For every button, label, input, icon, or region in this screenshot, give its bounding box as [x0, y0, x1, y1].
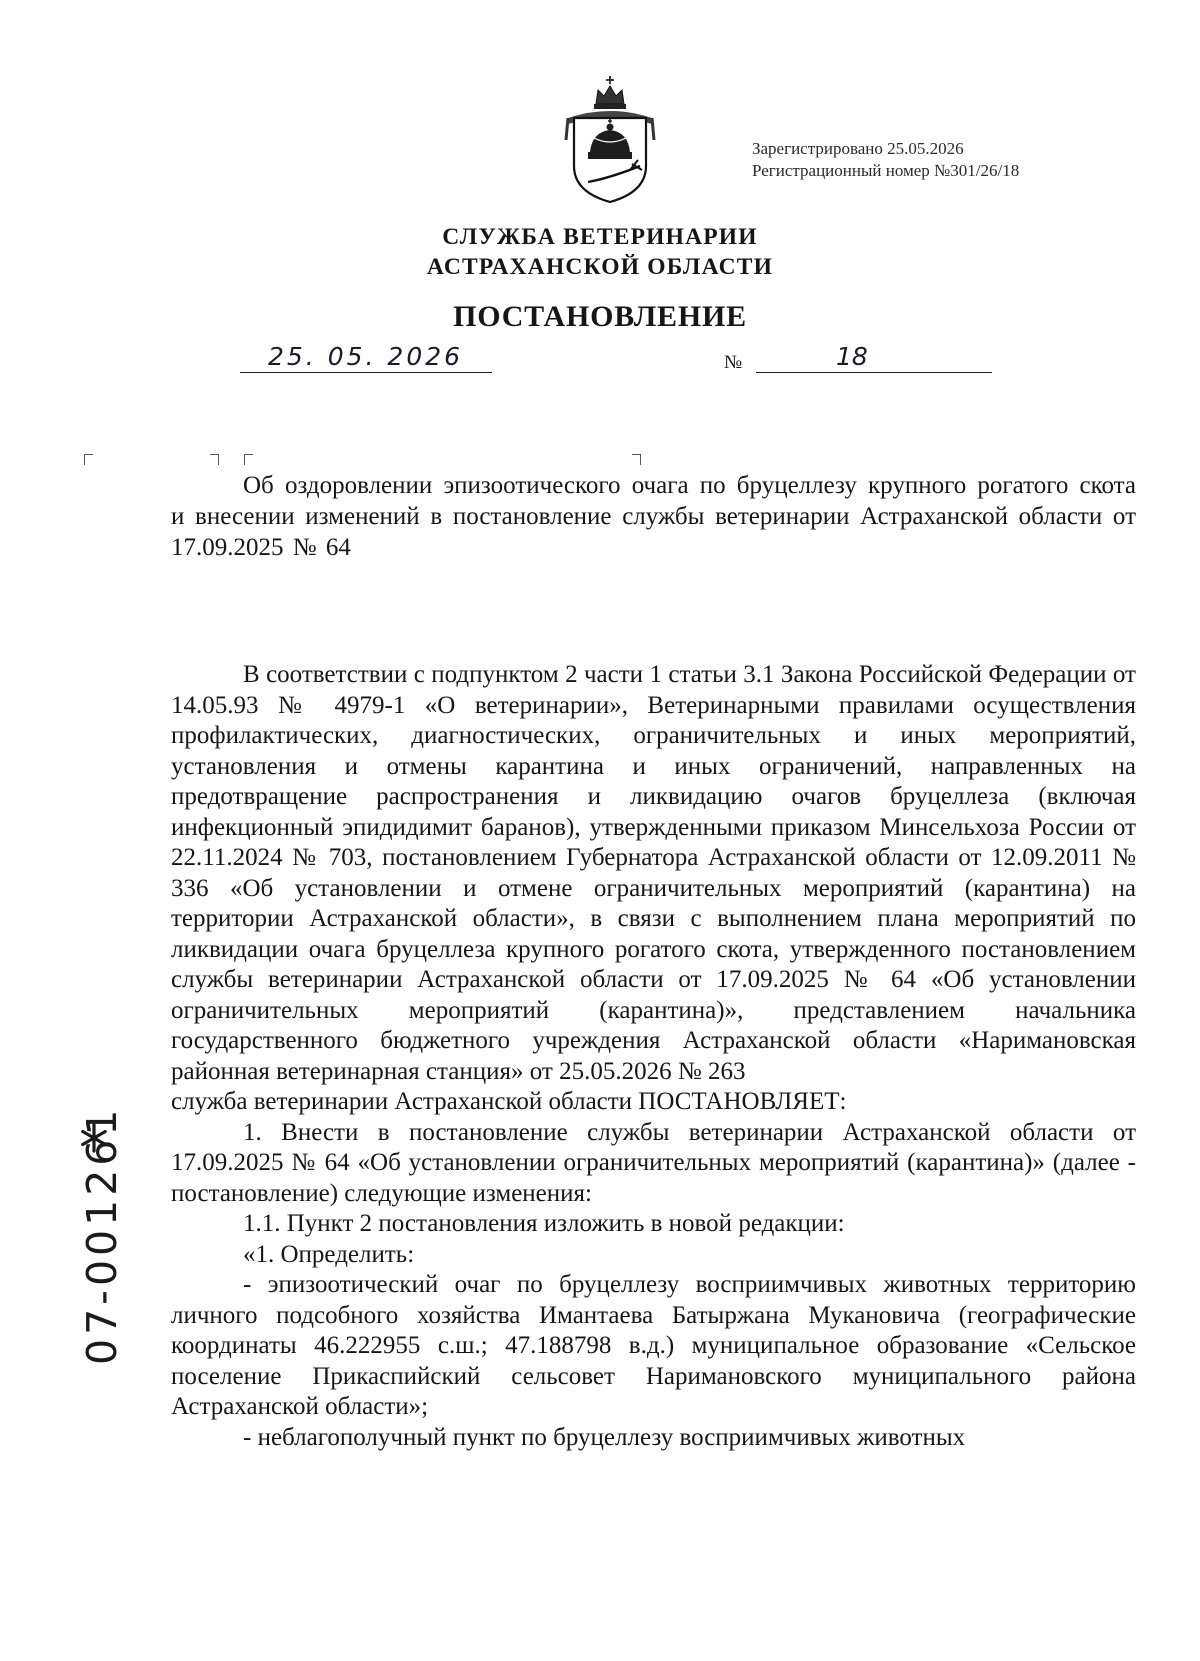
- document-number-label: №: [724, 352, 743, 373]
- side-registration-number: 07-001261: [78, 1105, 126, 1365]
- dash-item-1: - эпизоотический очаг по бруцеллезу восприимчивых животных территорию личного подсобного хозяйства Имантаева Батыржана Мукановича (географические координаты 46.222955 с.ш.; 47.188798 в.д.) муниципальное образование «Сельское поселение Прикаспийский сельсовет Наримановского муниципального района Астраханской области»;: [171, 1271, 1136, 1420]
- preamble-paragraph: В соответствии с подпунктом 2 части 1 статьи 3.1 Закона Российской Федерации от 14.05.93 № 4979-1 «О ветеринарии», Ветеринарными правилами осуществления профилактических, диагностических, ограничительных и иных мероприятий, установления и отмены карантина и иных ограничений, направленных на предотвращение распространения и ликвидацию очагов бруцеллеза (включая инфекционный эпидидимит баранов), утвержденными приказом Минсельхоза России от 22.11.2024 № 703, постановлением Губернатора Астраханской области от 12.09.2011 № 336 «Об установлении и отмене ограничительных мероприятий (карантина) на территории Астраханской области», в связи с выполнением плана мероприятий по ликвидации очага бруцеллеза крупного рогатого скота, утвержденного постановлением службы ветеринарии Астраханской области от 17.09.2025 № 64 «Об установлении ограничительных мероприятий (карантина)», представлением начальника государственного бюджетного учреждения Астраханской области «Наримановская районная ветеринарная станция» от 25.05.2026 № 263: [171, 661, 1136, 1085]
- quoted-item-1: «1. Определить:: [243, 1240, 415, 1268]
- resolves-line: служба ветеринарии Астраханской области ПОСТАНОВЛЯЕТ:: [171, 1088, 847, 1115]
- document-number: 18: [836, 342, 868, 371]
- corner-mark: [210, 454, 219, 465]
- agency-name: [0, 222, 1200, 282]
- document-body: [171, 660, 1136, 1453]
- document-subject: Об оздоровлении эпизоотического очага по бруцеллезу крупного рогатого скота и внесении изменений в постановление службы ветеринарии Астраханской области от 17.09.2025 № 64: [171, 472, 1136, 561]
- corner-mark: [244, 454, 253, 465]
- coat-of-arms-icon: [560, 74, 660, 206]
- item-1-1: 1.1. Пункт 2 постановления изложить в новой редакции:: [243, 1210, 845, 1237]
- document-number-field: [756, 342, 992, 373]
- document-date: 25. 05. 2026: [268, 342, 464, 371]
- document-date-field: [240, 342, 492, 373]
- registration-date: Зарегистрировано 25.05.2026: [752, 139, 964, 158]
- dash-item-2: - неблагополучный пункт по бруцеллезу восприимчивых животных: [243, 1423, 966, 1451]
- corner-mark: [84, 454, 93, 465]
- agency-name-line1: СЛУЖБА ВЕТЕРИНАРИИ: [442, 224, 758, 250]
- item-1: 1. Внести в постановление службы ветеринарии Астраханской области от 17.09.2025 № 64 «Об установлении ограничительных мероприятий (карантина)» (далее - постановление) следующие изменения:: [171, 1118, 1136, 1207]
- corner-mark: [632, 454, 641, 465]
- registration-number: Регистрационный номер №301/26/18: [752, 161, 1020, 180]
- registration-stamp: [752, 138, 1019, 182]
- document-type: ПОСТАНОВЛЕНИЕ: [453, 300, 747, 333]
- agency-name-line2: АСТРАХАНСКОЙ ОБЛАСТИ: [426, 254, 774, 280]
